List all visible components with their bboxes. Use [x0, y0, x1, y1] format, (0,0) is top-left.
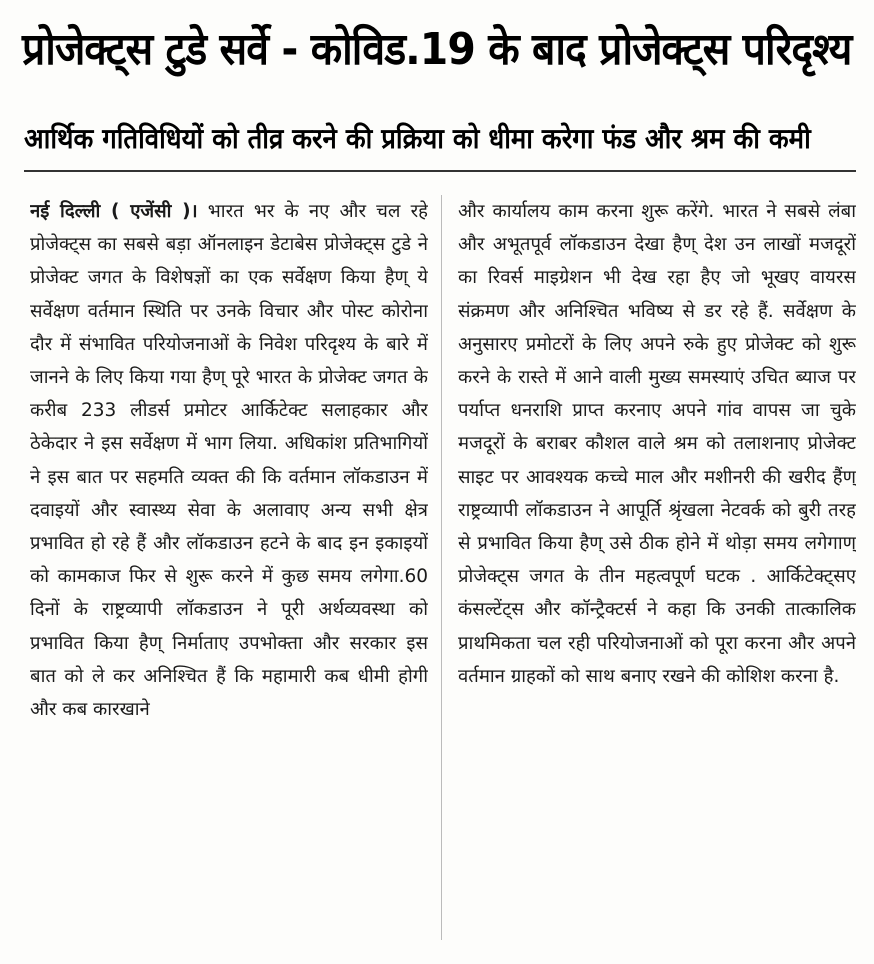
right-column-text: और कार्यालय काम करना शुरू करेंगे. भारत ने सबसे लंबा और अभूतपूर्व लॉकडाउन देखा हैण् देश उन लाखों मजदूरों का रिवर्स माइग्रेशन भी देख रहा हैए जो भूखए वायरस संक्रमण और अनिश्चित भविष्य से डर रहे हैं. सर्वेक्षण के अनुसारए प्रमोटरों के लिए अपने रुके हुए प्रोजेक्ट को शुरू करने के रास्ते में आने वाली मुख्य समस्याएं उचित ब्याज पर पर्याप्त धनराशि प्राप्त करनाए अपने गांव वापस जा चुके मजदूरों के बराबर कौशल वाले श्रम को तलाशनाए प्रोजेक्ट साइट पर आवश्यक कच्चे माल और मशीनरी की खरीद हैंण् राष्ट्रव्यापी लॉकडाउन ने आपूर्ति श्रृंखला नेटवर्क को बुरी तरह से प्रभावित किया हैण् उसे ठीक होने में थोड़ा समय लगेगाण् प्रोजेक्ट्स जगत के तीन महत्वपूर्ण घटक . आर्किटेक्ट्सए कंसल्टेंट्स और कॉन्ट्रैक्टर्स ने कहा कि उनकी तात्कालिक प्राथमिकता चल रही परियोजनाओं को पूरा करना और अपने वर्तमान ग्राहकों को साथ बनाए रखने की कोशिश करना है. [458, 201, 856, 687]
headline-rule [24, 170, 856, 172]
left-column-text: भारत भर के नए और चल रहे प्रोजेक्ट्स का सबसे बड़ा ऑनलाइन डेटाबेस प्रोजेक्ट्स टुडे ने प्रोजेक्ट जगत के विशेषज्ञों का एक सर्वेक्षण किया हैण् ये सर्वेक्षण वर्तमान स्थिति पर उनके विचार और पोस्ट कोरोना दौर में संभावित परियोजनाओं के निवेश परिदृश्य के बारे में जानने के लिए किया गया हैण् पूरे भारत के प्रोजेक्ट जगत के करीब 233 लीडर्स प्रमोटर आर्किटेक्ट सलाहकार और ठेकेदार ने इस सर्वेक्षण में भाग लिया. अधिकांश प्रतिभागियों ने इस बात पर सहमति व्यक्त की कि वर्तमान लॉकडाउन में दवाइयों और स्वास्थ्य सेवा के अलावाए अन्य सभी क्षेत्र प्रभावित हो रहे हैं और लॉकडाउन हटने के बाद इन इकाइयों को कामकाज फिर से शुरू करने में कुछ समय लगेगा.60 दिनों के राष्ट्रव्यापी लॉकडाउन ने पूरी अर्थव्यवस्था को प्रभावित किया हैण् निर्माताए उपभोक्ता और सरकार इस बात को ले कर अनिश्चित हैं कि महामारी कब धीमी होगी और कब कारखाने [30, 201, 428, 721]
dateline: नई दिल्ली ( एजेंसी )। [30, 201, 198, 222]
article-column-left [30, 195, 428, 955]
headline: प्रोजेक्ट्स टुडे सर्वे - कोविड.19 के बाद प्रोजेक्ट्स परिदृश्य [22, 24, 852, 75]
subheadline: आर्थिक गतिविधियों को तीव्र करने की प्रक्रिया को धीमा करेगा फंड और श्रम की कमी [24, 122, 811, 155]
article-column-right [458, 195, 856, 955]
column-divider [441, 195, 442, 940]
